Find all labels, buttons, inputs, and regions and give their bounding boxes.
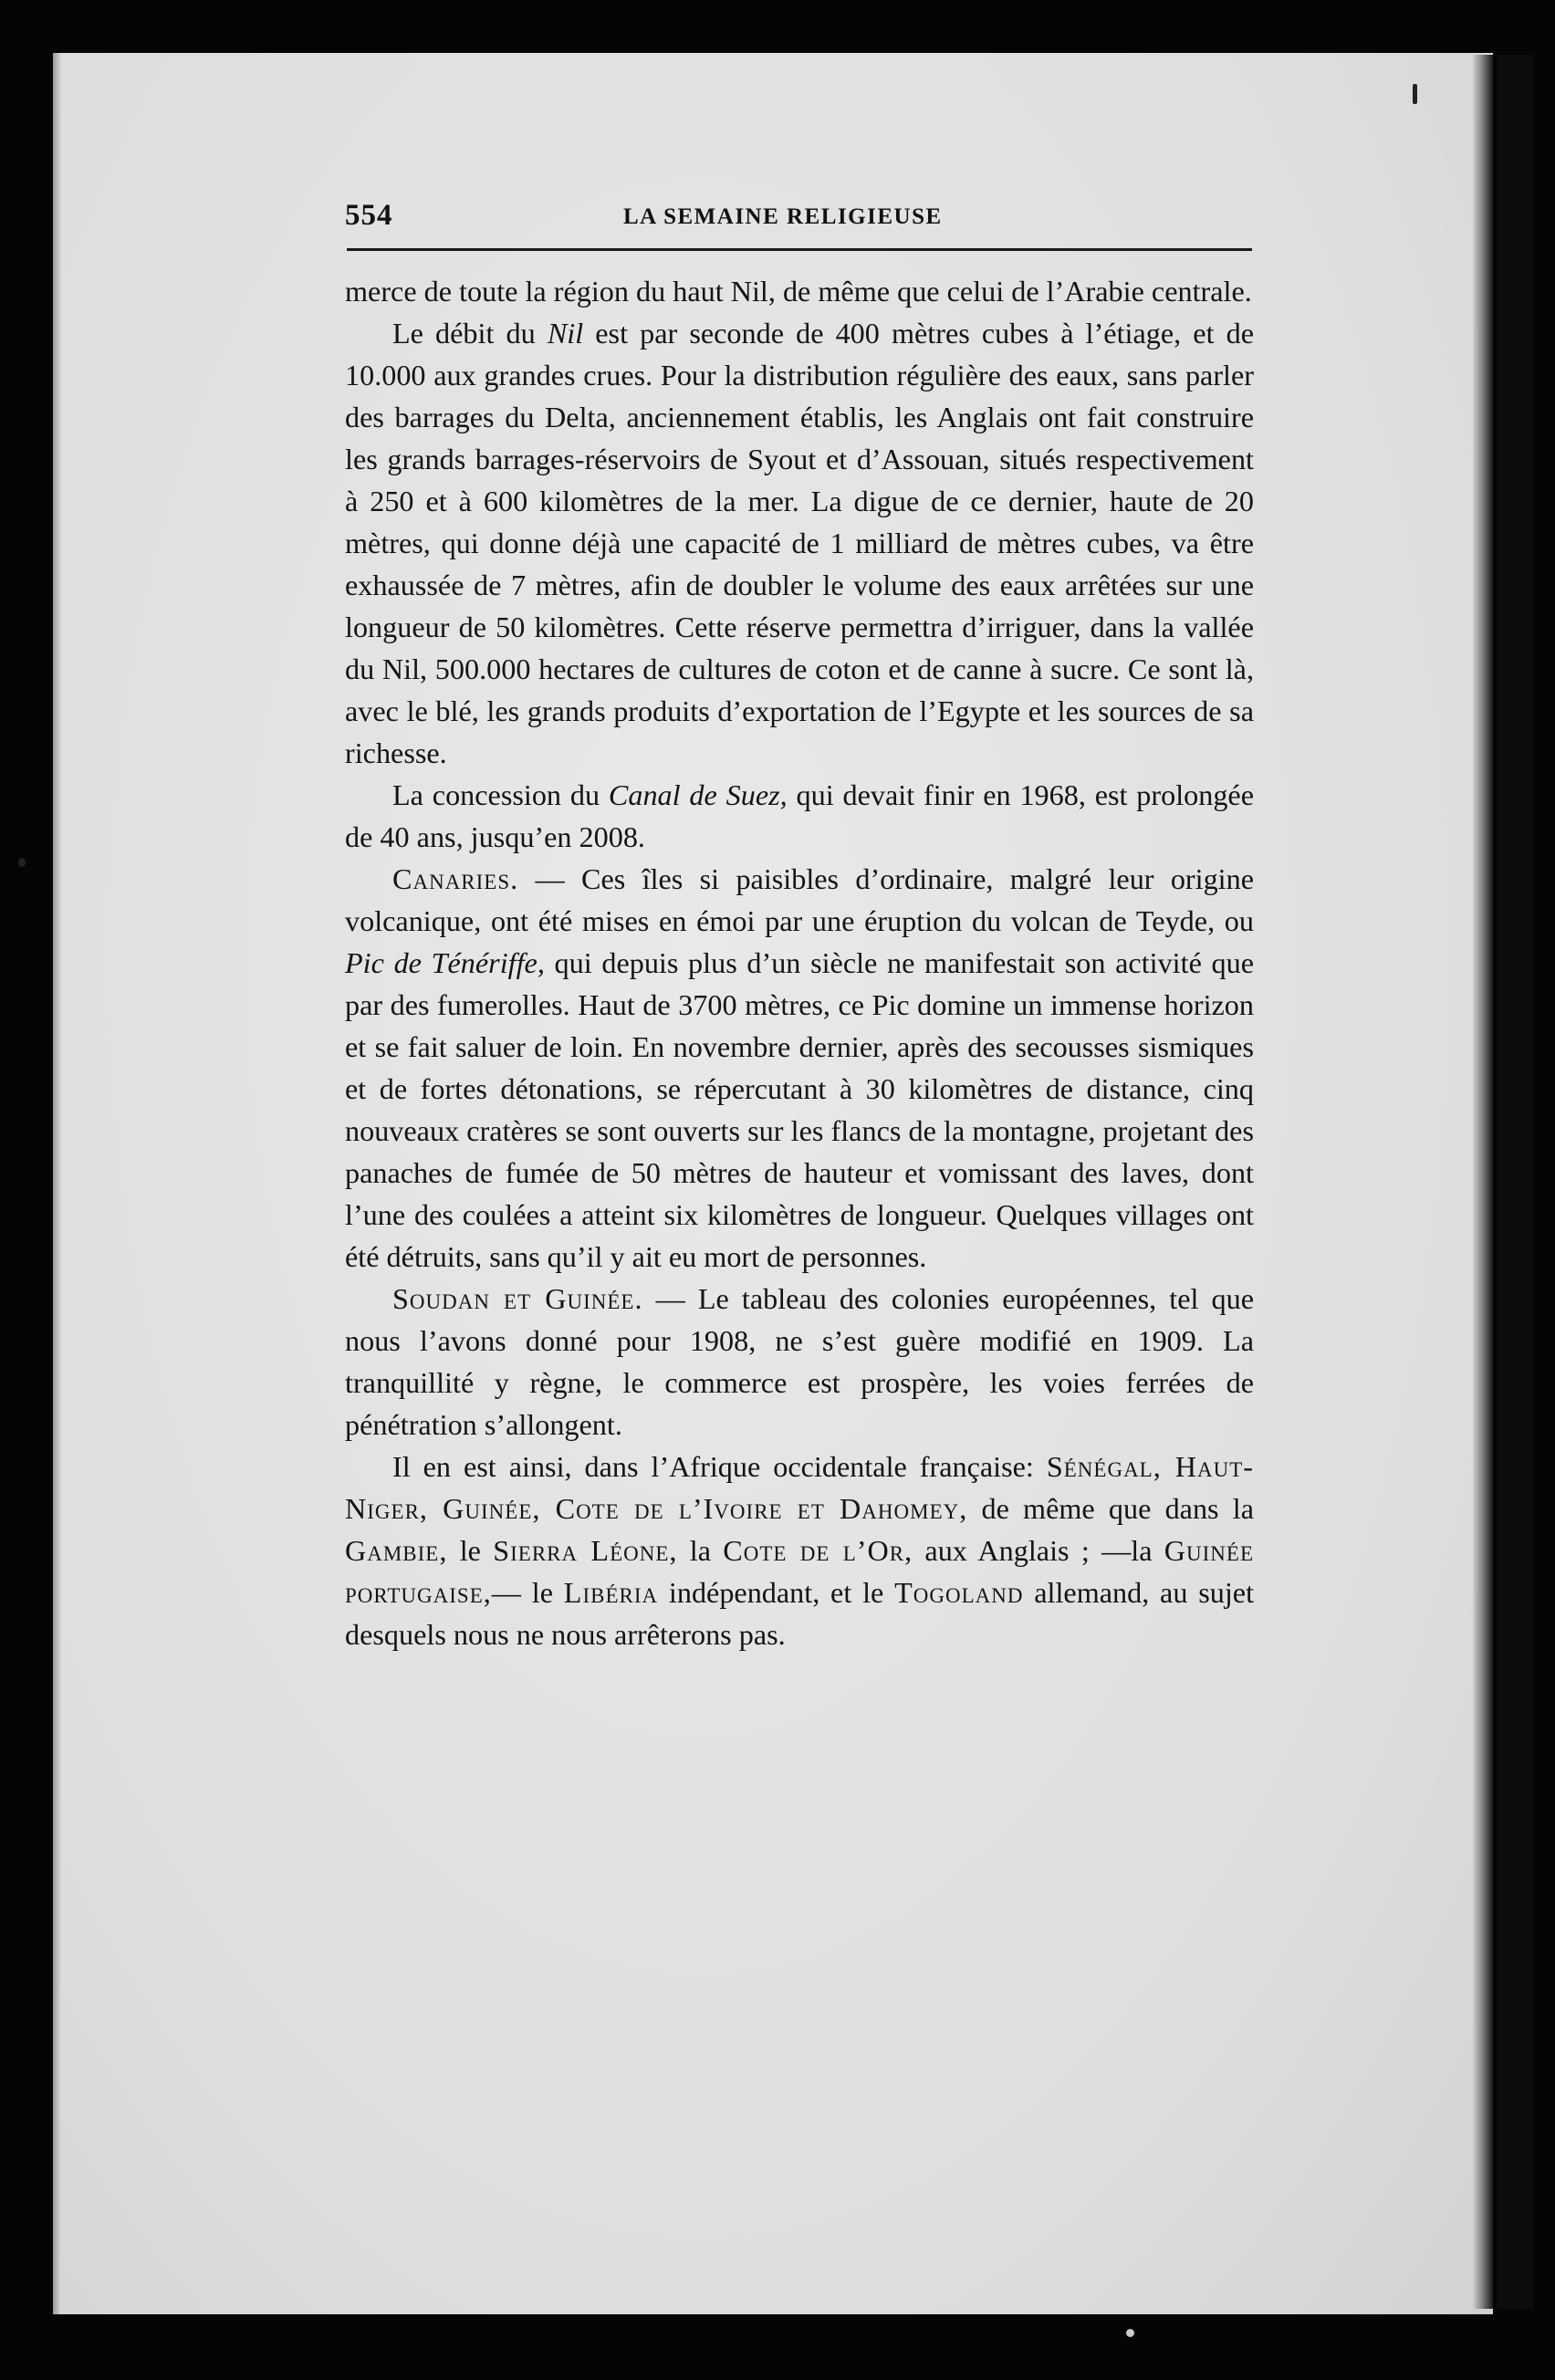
body-text — [345, 270, 1254, 1655]
paragraph — [345, 312, 1254, 774]
page-number: 554 — [345, 199, 393, 232]
text-segment: est par seconde de 400 mètres cubes à l’étiage, et de 10.000 aux grandes crues. Pour la distribution régulière des eaux, sans parler des barrages du Delta, anciennement établis, les Anglais ont fait construire les grands barrages-réservoirs de Syout et d’Assouan, situés respectivement à 250 et à 600 kilomètres de la mer. La digue de ce dernier, haute de 20 mètres, qui donne déjà une capacité de 1 milliard de mètres cubes, va être exhaussée de 7 mètres, afin de doubler le volume des eaux arrêtées sur une longueur de 50 kilomètres. Cette réserve permettra d’irriguer, dans la vallée du Nil, 500.000 hectares de cultures de coton et de canne à sucre. Ce sont là, avec le blé, les grands produits d’exportation de l’Egypte et les sources de sa richesse. — [345, 317, 1254, 769]
text-segment: Cote de l’Or, — [723, 1534, 913, 1567]
adjacent-page-edge — [1497, 55, 1533, 2309]
page-edge-shadow — [53, 53, 62, 2314]
scan-speck — [1126, 2329, 1134, 2337]
binding-gutter — [1473, 55, 1493, 2309]
page-header — [345, 193, 1258, 239]
paragraph — [345, 270, 1254, 312]
scan-speck — [18, 858, 26, 867]
text-segment: Nil — [547, 317, 584, 350]
text-segment: Gambie, — [345, 1534, 448, 1567]
text-segment: de même que dans la — [967, 1492, 1254, 1525]
paragraph — [345, 774, 1254, 858]
text-segment: la — [677, 1534, 724, 1567]
text-segment: Sierra Léone, — [493, 1534, 678, 1567]
paragraph — [345, 1278, 1254, 1446]
text-segment: Togoland — [894, 1576, 1024, 1609]
text-segment: indépendant, et le — [658, 1576, 895, 1609]
text-segment: La concession du — [392, 778, 609, 811]
text-segment: Le débit du — [392, 317, 548, 350]
text-segment: Sénégal, Haut-Niger, Guinée, Cote de l’Ivoire et Dahomey, — [345, 1450, 1254, 1525]
text-segment: Canal de Suez, — [608, 778, 788, 811]
text-segment: Pic de Ténériffe, — [345, 946, 545, 979]
text-segment: allemand, au sujet desquels nous ne nous arrêterons pas. — [345, 1576, 1255, 1651]
text-segment: Canaries. — [392, 862, 519, 895]
text-segment: — le — [491, 1576, 564, 1609]
text-segment: le — [447, 1534, 494, 1567]
header-rule — [347, 248, 1252, 251]
paragraph — [345, 858, 1254, 1278]
text-segment: celui de l’Arabie centrale. — [939, 275, 1252, 308]
text-segment: — Le tableau des colonies européennes, tel que nous l’avons donné pour 1908, ne s’est guère modifié en 1909. La tranquillité y règne, le commerce est prospère, les voies ferrées de pénétration s’allongent. — [345, 1282, 1254, 1441]
text-segment: Libéria — [563, 1576, 659, 1609]
text-segment: Il en est ainsi, dans l’Afrique occidentale française: — [392, 1450, 1047, 1483]
text-segment: Soudan et Guinée. — [392, 1282, 643, 1315]
text-segment: merce de toute la région du haut Nil, de même q — [345, 275, 913, 308]
text-segment: Guinée portugaise, — [345, 1534, 1255, 1609]
text-segment: ue — [912, 275, 940, 308]
running-title: LA SEMAINE RELIGIEUSE — [623, 204, 943, 229]
scan-speck — [1413, 84, 1417, 104]
text-segment: aux Anglais ; —la — [913, 1534, 1164, 1567]
paragraph — [345, 1446, 1254, 1655]
text-segment: qui devait finir en 1968, est prolongée de 40 ans, jusqu’en 2008. — [345, 778, 1255, 853]
text-segment: — Ces îles si paisibles d’ordinaire, malgré leur origine volcanique, ont été mises en émoi par une éruption du volcan de Teyde, ou — [345, 862, 1254, 937]
text-segment: qui depuis plus d’un siècle ne manifestait son activité que par des fumerolles. Haut de 3700 mètres, ce Pic domine un immense horizon et se fait saluer de loin. En novembre dernier, après des secousses sismiques et de fortes détonations, se répercutant à 30 kilomètres de distance, cinq nouveaux cratères se sont ouverts sur les flancs de la montagne, projetant des panaches de fumée de 50 mètres de hauteur et vomissant des laves, dont l’une des coulées a atteint six kilomètres de longueur. Quelques villages ont été détruits, sans qu’il y ait eu mort de personnes. — [345, 946, 1254, 1273]
